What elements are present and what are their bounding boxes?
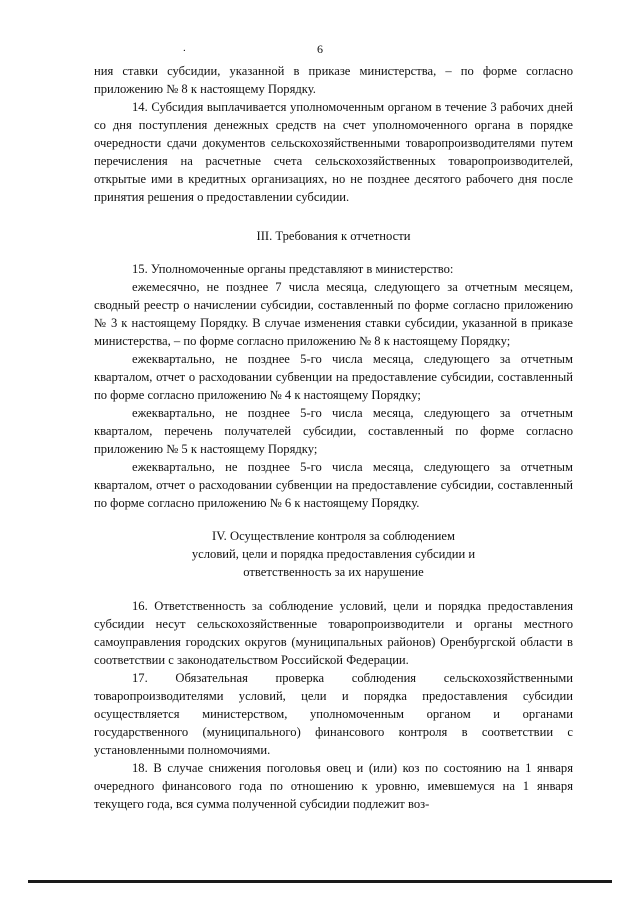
- body-block-top: [94, 62, 573, 206]
- section-3-body: [94, 260, 573, 512]
- bottom-rule: [28, 880, 612, 883]
- section-4-heading-line: ответственность за их нарушение: [243, 565, 424, 579]
- report-item-monthly: ежемесячно, не позднее 7 числа месяца, следующего за отчетным месяцем, сводный реестр о начислении субсидии, составленный по форме согласно приложению № 3 к настоящему Порядку. В случае изменения ставки субсидии, указанной в приказе министерства, – по форме согласно приложению № 8 к настоящему Порядку;: [94, 280, 573, 348]
- paragraph-15: 15. Уполномоченные органы представляют в министерство:: [132, 262, 454, 276]
- section-4-heading-line: условий, цели и порядка предоставления субсидии и: [191, 547, 476, 561]
- section-3-heading: III. Требования к отчетности: [256, 229, 411, 243]
- section-4-body: [94, 597, 573, 813]
- paragraph-16: 16. Ответственность за соблюдение условий, цели и порядка предоставления субсидии несут сельскохозяйственные товаропроизводители и органы местного самоуправления городских округов (муниципальных районов) Оренбургской области в соответствии с законодательством Российской Федерации.: [94, 599, 573, 667]
- paragraph-17: 17. Обязательная проверка соблюдения сельскохозяйственными товаропроизводителями условий, цели и порядка предоставления субсидии осуществляется министерством, уполномоченным органом и органами государственного (муниципального) финансового контроля в соответствии с установленными полномочиями.: [94, 671, 573, 757]
- section-4-heading: [94, 527, 573, 581]
- paragraph-18: 18. В случае снижения поголовья овец и (или) коз по состоянию на 1 января очередного финансового года по отношению к уровню, имевшемуся на 1 января текущего года, вся сумма полученной субсидии подлежит воз-: [94, 761, 573, 811]
- paragraph-14: 14. Субсидия выплачивается уполномоченным органом в течение 3 рабочих дней со дня поступления денежных средств на счет уполномоченного органа в порядке очередности сдачи документов сельскохозяйственными товаропроизводителями путем перечисления на расчетные счета сельскохозяйственных товаропроизводителей, открытые ими в кредитных организациях, но не позднее десятого рабочего дня после принятия решения о предоставлении субсидии.: [94, 100, 573, 204]
- page-number: 6: [317, 42, 323, 56]
- stray-mark: .: [183, 42, 186, 54]
- report-item-quarterly-expense-2: ежеквартально, не позднее 5-го числа месяца, следующего за отчетным кварталом, отчет о расходовании субвенции на предоставление субсидии, составленный по форме согласно приложению № 6 к настоящему Порядку.: [94, 460, 573, 510]
- report-item-quarterly-expense: ежеквартально, не позднее 5-го числа месяца, следующего за отчетным кварталом, отчет о расходовании субвенции на предоставление субсидии, составленный по форме согласно приложению № 4 к настоящему Порядку;: [94, 352, 573, 402]
- report-item-quarterly-recipients: ежеквартально, не позднее 5-го числа месяца, следующего за отчетным кварталом, перечень получателей субсидии, составленный по форме согласно приложению № 5 к настоящему Порядку;: [94, 406, 573, 456]
- section-4-heading-line: IV. Осуществление контроля за соблюдением: [212, 529, 455, 543]
- intro-paragraph: ния ставки субсидии, указанной в приказе министерства, – по форме согласно приложению № 8 к настоящему Порядку.: [94, 64, 573, 96]
